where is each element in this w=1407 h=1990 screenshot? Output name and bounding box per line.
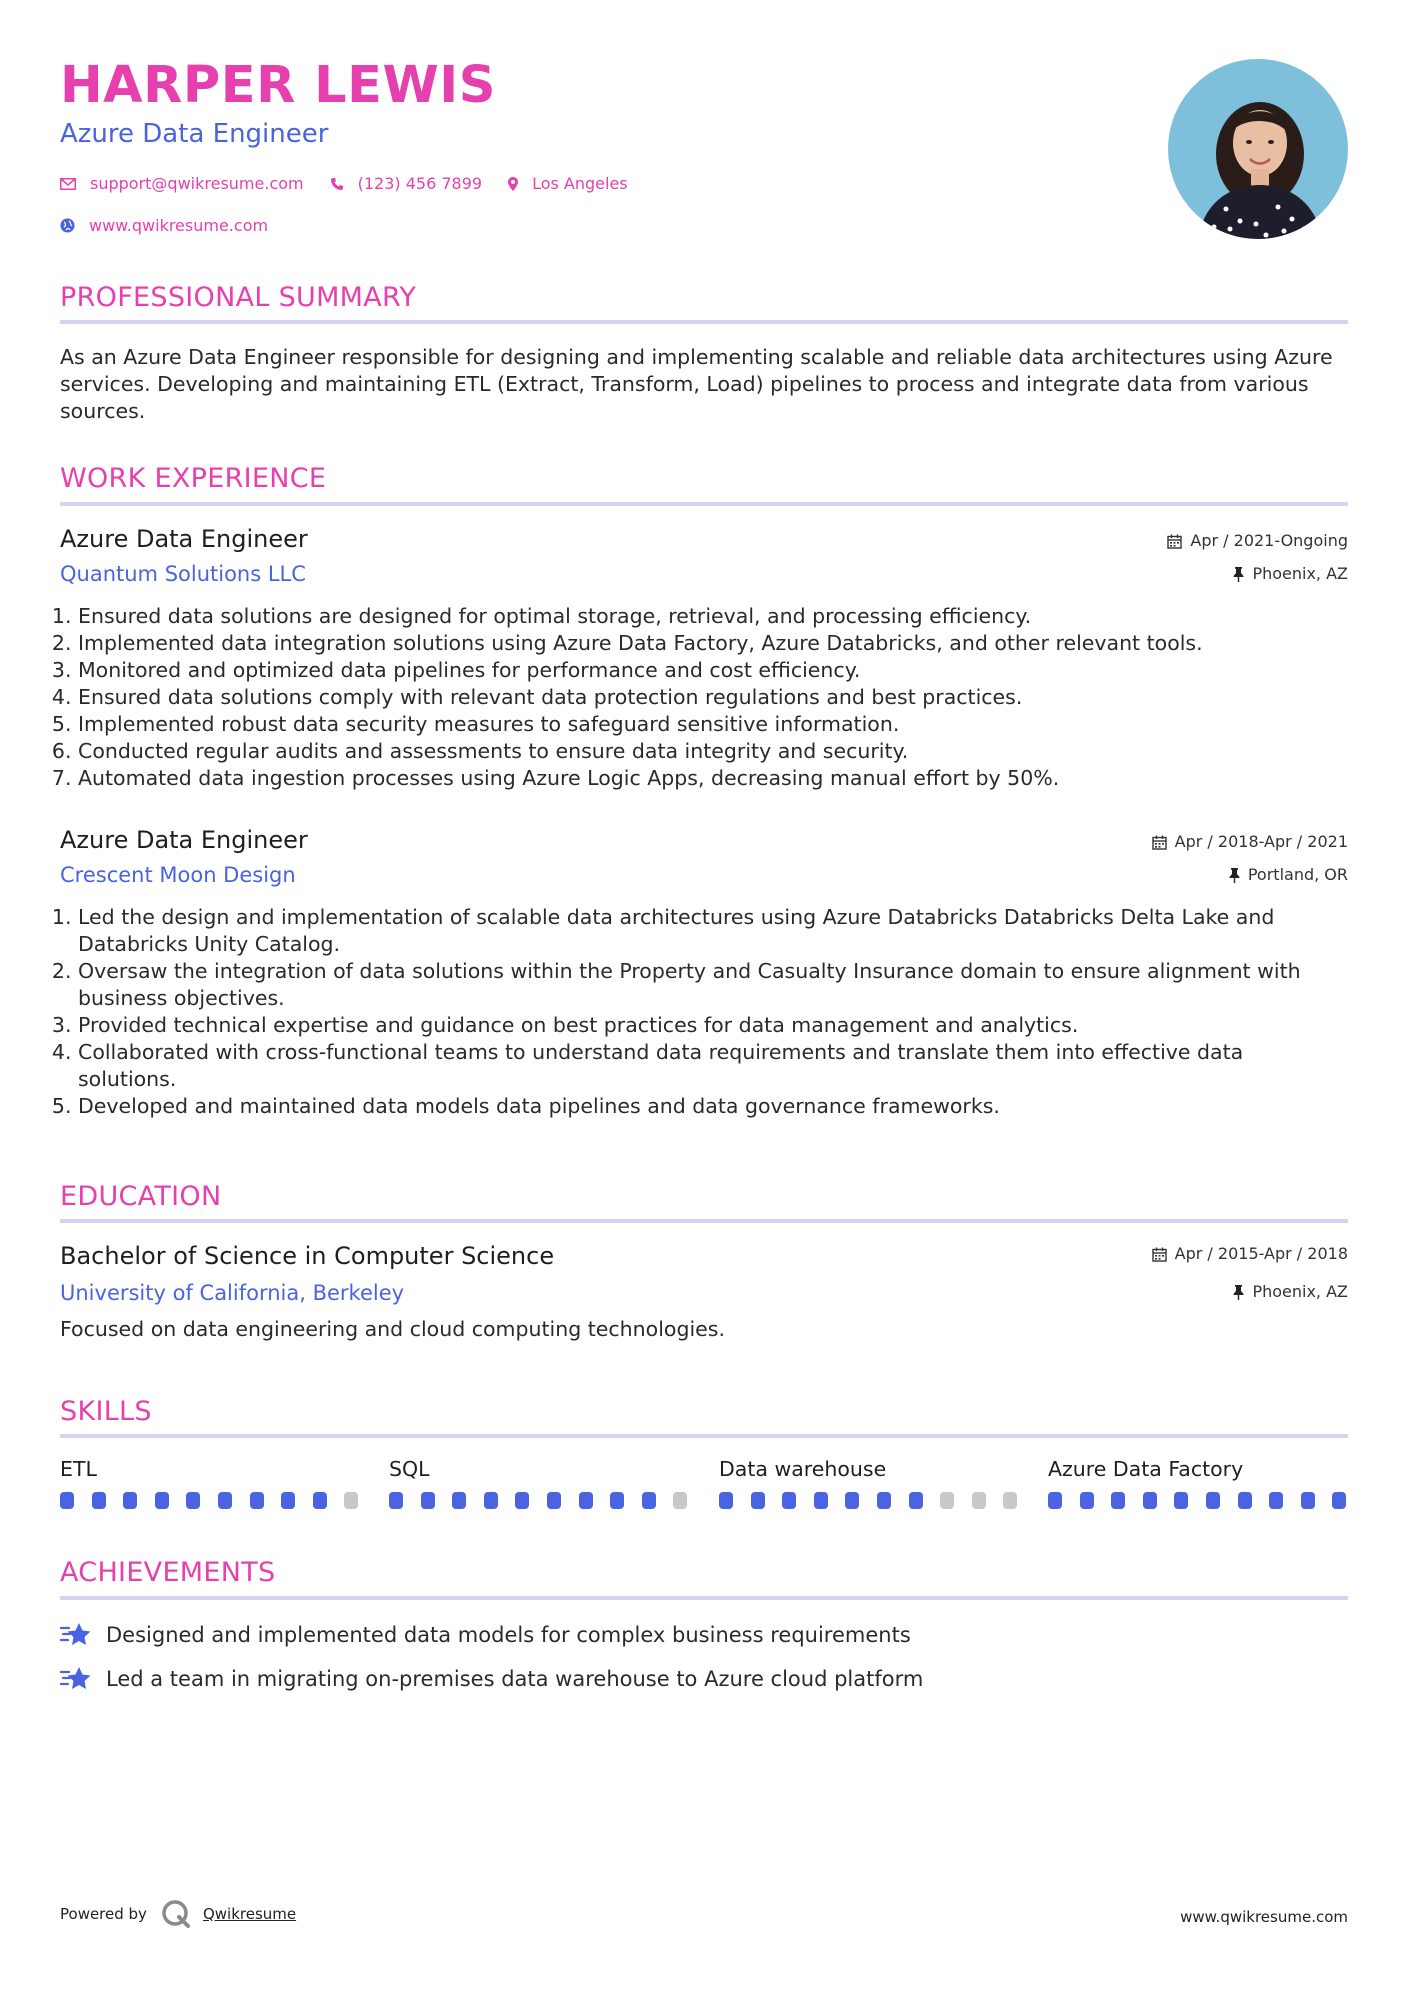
education-dates-text: Apr / 2015-Apr / 2018 — [1174, 1244, 1348, 1263]
skill-item — [389, 1459, 689, 1480]
globe-icon — [60, 218, 75, 233]
candidate-name: HARPER LEWIS — [60, 56, 496, 115]
skill-dot-filled — [1143, 1492, 1157, 1509]
candidate-role: Azure Data Engineer — [60, 119, 329, 149]
skill-dot-filled — [452, 1492, 466, 1509]
skill-dot-filled — [1269, 1492, 1283, 1509]
skill-dot-filled — [579, 1492, 593, 1509]
resume-page — [60, 0, 1348, 1990]
summary-divider — [60, 320, 1348, 324]
location-text: Los Angeles — [532, 174, 628, 193]
skill-dot-filled — [751, 1492, 765, 1509]
bullet-item: 7. Automated data ingestion processes using Azure Logic Apps, decreasing manual effort by 50%. — [78, 765, 1348, 792]
skill-dot-filled — [186, 1492, 200, 1509]
job-location — [1229, 867, 1348, 883]
skill-name: Azure Data Factory — [1048, 1457, 1244, 1481]
pushpin-icon — [1233, 567, 1244, 582]
education-location — [1233, 1284, 1348, 1300]
website-item[interactable] — [60, 216, 268, 235]
school-name: University of California, Berkeley — [60, 1281, 405, 1305]
skill-dot-filled — [92, 1492, 106, 1509]
skill-dot-filled — [1238, 1492, 1252, 1509]
skill-dot-empty — [940, 1492, 954, 1509]
skill-dot-filled — [909, 1492, 923, 1509]
pushpin-icon — [1233, 1285, 1244, 1300]
bullet-item: 5. Implemented robust data security measures to safeguard sensitive information. — [78, 711, 1348, 738]
skill-name: SQL — [389, 1457, 430, 1481]
website-row — [60, 216, 294, 235]
achievements-divider — [60, 1596, 1348, 1600]
skills-heading: SKILLS — [60, 1396, 152, 1427]
bullet-item: 3. Monitored and optimized data pipelines for performance and cost efficiency. — [78, 657, 1348, 684]
summary-text: As an Azure Data Engineer responsible for designing and implementing scalable and reliable data architectures using Azure services. Developing and maintaining ETL (Extract, Transform, Load) pipelines to process and integrate data from various sources. — [60, 345, 1333, 423]
skill-name: ETL — [60, 1457, 97, 1481]
skill-dot-filled — [155, 1492, 169, 1509]
skill-dot-filled — [1080, 1492, 1094, 1509]
profile-photo — [1168, 59, 1348, 239]
calendar-icon — [1152, 1247, 1167, 1262]
bullet-item: 2. Implemented data integration solutions using Azure Data Factory, Azure Databricks, and other relevant tools. — [78, 630, 1348, 657]
skill-dot-filled — [218, 1492, 232, 1509]
skill-dot-filled — [1048, 1492, 1062, 1509]
skill-item — [60, 1459, 360, 1480]
skill-name: Data warehouse — [719, 1457, 887, 1481]
footer-website[interactable]: www.qwikresume.com — [1180, 1908, 1348, 1926]
skill-dot-filled — [313, 1492, 327, 1509]
bullet-item: 4. Ensured data solutions comply with relevant data protection regulations and best practices. — [78, 684, 1348, 711]
skill-dot-filled — [1206, 1492, 1220, 1509]
job-dates — [1167, 533, 1348, 549]
skill-dot-empty — [972, 1492, 986, 1509]
map-pin-icon — [508, 177, 518, 191]
location-item — [508, 174, 628, 193]
powered-by-label: Powered by — [60, 1905, 147, 1923]
job-location-text: Portland, OR — [1247, 865, 1348, 884]
achievement-item — [60, 1622, 911, 1648]
skill-dot-filled — [547, 1492, 561, 1509]
skill-dot-filled — [123, 1492, 137, 1509]
education-divider — [60, 1219, 1348, 1223]
skill-dot-filled — [1301, 1492, 1315, 1509]
job-bullets — [60, 603, 1348, 792]
education-heading: EDUCATION — [60, 1181, 222, 1212]
website-text: www.qwikresume.com — [89, 216, 269, 235]
job-location — [1233, 566, 1348, 582]
bullet-item: 2. Oversaw the integration of data solutions within the Property and Casualty Insurance domain to ensure alignment with business objectives. — [78, 958, 1348, 1012]
skill-dot-filled — [1111, 1492, 1125, 1509]
company-name: Quantum Solutions LLC — [60, 562, 306, 586]
job-dates-text: Apr / 2021-Ongoing — [1190, 531, 1348, 550]
envelope-icon — [60, 178, 76, 190]
bullet-item: 3. Provided technical expertise and guidance on best practices for data management and analytics. — [78, 1012, 1348, 1039]
skill-meter — [389, 1492, 689, 1509]
email-text: support@qwikresume.com — [90, 174, 304, 193]
skill-meter — [1048, 1492, 1348, 1509]
skill-meter — [60, 1492, 360, 1509]
education-location-text: Phoenix, AZ — [1252, 1282, 1348, 1301]
contact-row — [60, 174, 654, 193]
experience-divider — [60, 502, 1348, 506]
shooting-star-icon — [60, 1666, 92, 1692]
skill-item — [1048, 1459, 1348, 1480]
skill-dot-filled — [421, 1492, 435, 1509]
skill-dot-empty — [344, 1492, 358, 1509]
job-bullets — [60, 904, 1348, 1120]
email-item[interactable] — [60, 174, 304, 193]
skill-dot-filled — [782, 1492, 796, 1509]
achievement-item — [60, 1666, 923, 1692]
skill-dot-filled — [250, 1492, 264, 1509]
experience-heading: WORK EXPERIENCE — [60, 463, 327, 494]
skill-dot-empty — [1003, 1492, 1017, 1509]
education-description: Focused on data engineering and cloud computing technologies. — [60, 1317, 725, 1341]
job-dates-text: Apr / 2018-Apr / 2021 — [1174, 832, 1348, 851]
job-title: Azure Data Engineer — [60, 525, 308, 553]
skill-dot-filled — [1174, 1492, 1188, 1509]
phone-icon — [330, 177, 344, 191]
education-dates — [1152, 1246, 1348, 1262]
skill-dot-filled — [60, 1492, 74, 1509]
skill-dot-filled — [515, 1492, 529, 1509]
skill-dot-filled — [484, 1492, 498, 1509]
company-name: Crescent Moon Design — [60, 863, 296, 887]
job-title: Azure Data Engineer — [60, 826, 308, 854]
phone-item[interactable] — [330, 174, 482, 193]
job-dates — [1152, 834, 1348, 850]
degree-title: Bachelor of Science in Computer Science — [60, 1242, 555, 1270]
skill-meter — [719, 1492, 1019, 1509]
skill-dot-filled — [1332, 1492, 1346, 1509]
qwikresume-logo-icon — [161, 1899, 191, 1929]
skill-dot-filled — [389, 1492, 403, 1509]
shooting-star-icon — [60, 1622, 92, 1648]
phone-text: (123) 456 7899 — [357, 174, 483, 193]
achievements-heading: ACHIEVEMENTS — [60, 1557, 276, 1588]
skill-dot-filled — [610, 1492, 624, 1509]
skills-divider — [60, 1434, 1348, 1438]
bullet-item: 6. Conducted regular audits and assessments to ensure data integrity and security. — [78, 738, 1348, 765]
bullet-item: 4. Collaborated with cross-functional teams to understand data requirements and translate them into effective data solutions. — [78, 1039, 1348, 1093]
skill-dot-filled — [281, 1492, 295, 1509]
skill-dot-filled — [877, 1492, 891, 1509]
achievement-text: Designed and implemented data models for complex business requirements — [106, 1622, 911, 1647]
pushpin-icon — [1229, 868, 1240, 883]
skill-dot-filled — [845, 1492, 859, 1509]
summary-heading: PROFESSIONAL SUMMARY — [60, 282, 417, 313]
bullet-item: 1. Ensured data solutions are designed for optimal storage, retrieval, and processing efficiency. — [78, 603, 1348, 630]
bullet-item: 5. Developed and maintained data models data pipelines and data governance frameworks. — [78, 1093, 1348, 1120]
skill-dot-filled — [642, 1492, 656, 1509]
calendar-icon — [1152, 835, 1167, 850]
skill-item — [719, 1459, 1019, 1480]
calendar-icon — [1167, 534, 1182, 549]
footer-powered-by — [60, 1899, 296, 1929]
job-location-text: Phoenix, AZ — [1252, 564, 1348, 583]
skill-dot-empty — [673, 1492, 687, 1509]
skill-dot-filled — [719, 1492, 733, 1509]
achievement-text: Led a team in migrating on-premises data warehouse to Azure cloud platform — [106, 1666, 924, 1691]
bullet-item: 1. Led the design and implementation of scalable data architectures using Azure Databricks Databricks Delta Lake and Databricks Unity Catalog. — [78, 904, 1348, 958]
skill-dot-filled — [814, 1492, 828, 1509]
brand-link[interactable]: Qwikresume — [202, 1905, 297, 1923]
